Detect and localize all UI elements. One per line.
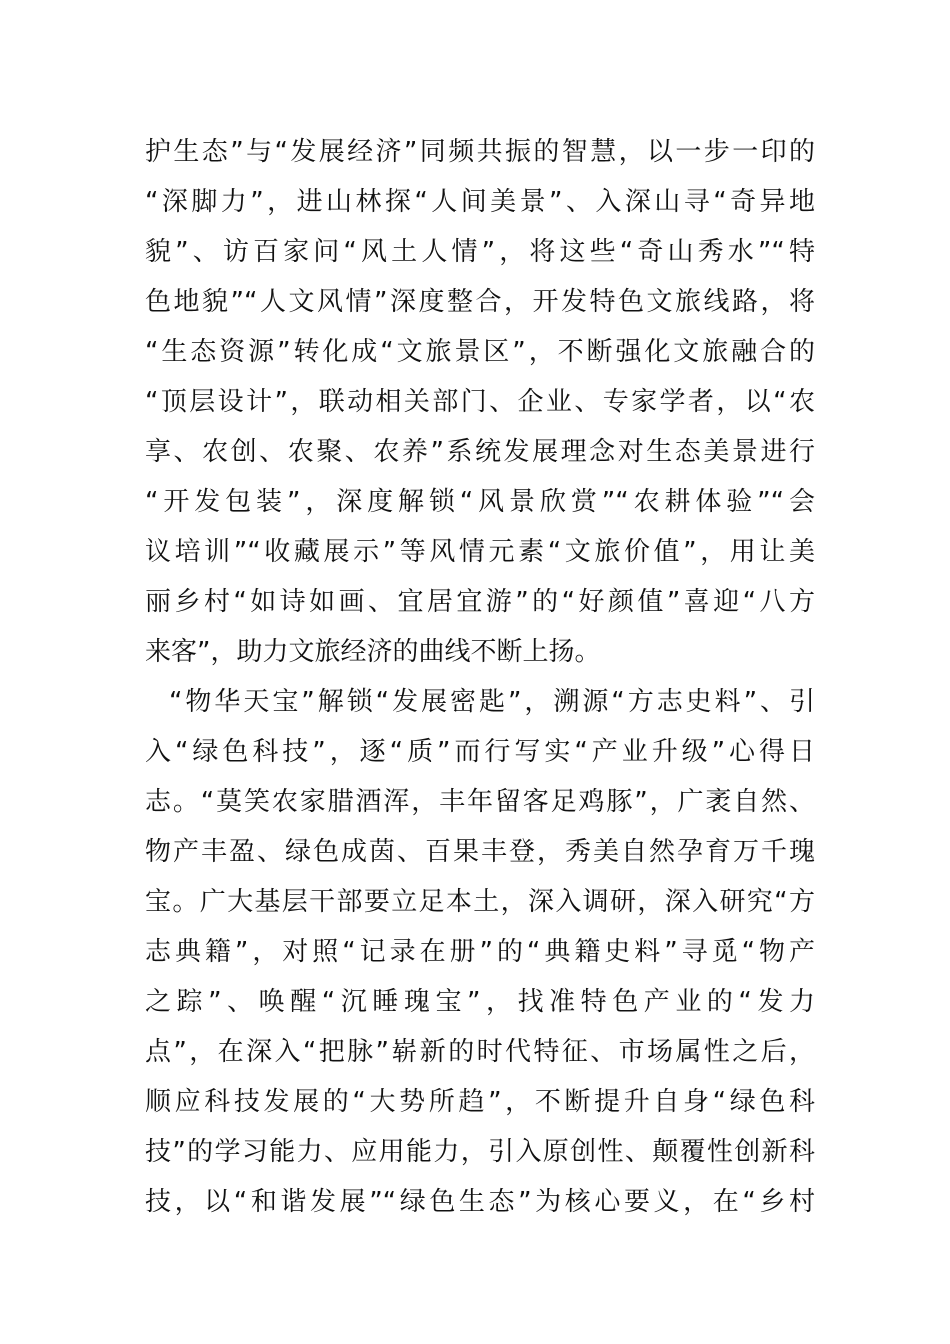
paragraph-line: 志典籍”，对照“记录在册”的“典籍史料”寻觅“物产	[145, 937, 815, 967]
paragraph-line: 议培训”“收藏展示”等风情元素“文旅价值”，用让美	[145, 537, 815, 567]
paragraph-2	[145, 677, 815, 1227]
paragraph-line: “开发包装”，深度解锁“风景欣赏”“农耕体验”“会	[145, 487, 815, 517]
paragraph-line: 点”，在深入“把脉”崭新的时代特征、市场属性之后，	[145, 1037, 815, 1067]
paragraph-line: “深脚力”，进山林探“人间美景”、入深山寻“奇异地	[145, 187, 815, 217]
paragraph-line: 顺应科技发展的“大势所趋”，不断提升自身“绿色科	[145, 1087, 815, 1117]
paragraph-line: 护生态”与“发展经济”同频共振的智慧，以一步一印的	[145, 137, 815, 167]
paragraph-line: 丽乡村“如诗如画、宜居宜游”的“好颜值”喜迎“八方	[145, 587, 815, 617]
paragraph-line: 技”的学习能力、应用能力，引入原创性、颠覆性创新科	[145, 1137, 815, 1167]
paragraph-line: “生态资源”转化成“文旅景区”，不断强化文旅融合的	[145, 337, 815, 367]
paragraph-line: 技，以“和谐发展”“绿色生态”为核心要义，在“乡村	[145, 1187, 815, 1217]
paragraph-line: 来客”，助力文旅经济的曲线不断上扬。	[145, 637, 601, 667]
paragraph-line: 物产丰盈、绿色成茵、百果丰登，秀美自然孕育万千瑰	[145, 837, 815, 867]
paragraph-1	[145, 127, 815, 677]
paragraph-line: “顶层设计”，联动相关部门、企业、专家学者，以“农	[145, 387, 815, 417]
paragraph-line: 宝。广大基层干部要立足本土，深入调研，深入研究“方	[145, 887, 815, 917]
paragraph-line: “物华天宝”解锁“发展密匙”，溯源“方志史料”、引	[169, 687, 815, 717]
paragraph-line: 色地貌”“人文风情”深度整合，开发特色文旅线路，将	[145, 287, 815, 317]
paragraph-line: 之踪”、唤醒“沉睡瑰宝”，找准特色产业的“发力	[145, 987, 815, 1017]
paragraph-line: 志。“莫笑农家腊酒浑，丰年留客足鸡豚”，广袤自然、	[145, 787, 815, 817]
paragraph-line: 貌”、访百家问“风土人情”，将这些“奇山秀水”“特	[145, 237, 815, 267]
paragraph-line: 入“绿色科技”，逐“质”而行写实“产业升级”心得日	[145, 737, 815, 767]
paragraph-line: 享、农创、农聚、农养”系统发展理念对生态美景进行	[145, 437, 815, 467]
